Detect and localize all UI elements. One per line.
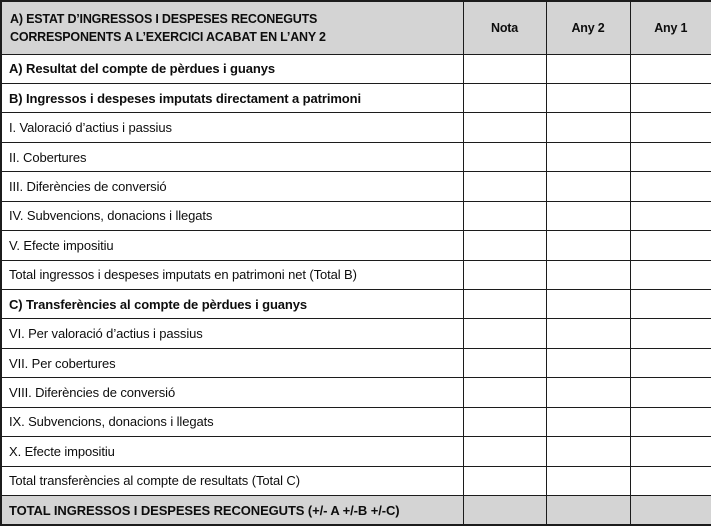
- any1-cell: [630, 113, 711, 142]
- any2-cell: [546, 437, 630, 466]
- table-row: [1, 319, 711, 348]
- any1-cell: [630, 437, 711, 466]
- table-row: [1, 348, 711, 377]
- row-label-cell: X. Efecte impositiu: [1, 437, 463, 466]
- table-row: [1, 496, 711, 525]
- any1-cell: [630, 466, 711, 495]
- row-label-cell: Total ingressos i despeses imputats en patrimoni net (Total B): [1, 260, 463, 289]
- row-label-cell: V. Efecte impositiu: [1, 231, 463, 260]
- any2-cell: [546, 54, 630, 83]
- row-label-cell: A) Resultat del compte de pèrdues i guanys: [1, 54, 463, 83]
- row-label-cell: VIII. Diferències de conversió: [1, 378, 463, 407]
- nota-cell: [463, 407, 546, 436]
- table-row: [1, 407, 711, 436]
- any1-cell: [630, 201, 711, 230]
- nota-cell: [463, 113, 546, 142]
- any1-cell: [630, 54, 711, 83]
- any1-cell: [630, 172, 711, 201]
- any1-cell: [630, 378, 711, 407]
- table-body: [1, 54, 711, 525]
- any2-cell: [546, 83, 630, 112]
- header-row: [1, 1, 711, 54]
- nota-cell: [463, 466, 546, 495]
- table-row: [1, 201, 711, 230]
- row-label-cell: TOTAL INGRESSOS I DESPESES RECONEGUTS (+/- A +/-B +/-C): [1, 496, 463, 525]
- any2-cell: [546, 496, 630, 525]
- nota-cell: [463, 231, 546, 260]
- row-label-cell: VI. Per valoració d’actius i passius: [1, 319, 463, 348]
- any2-cell: [546, 378, 630, 407]
- any2-cell: [546, 231, 630, 260]
- nota-cell: [463, 496, 546, 525]
- table-row: [1, 437, 711, 466]
- nota-cell: [463, 83, 546, 112]
- row-label-cell: I. Valoració d’actius i passius: [1, 113, 463, 142]
- any2-cell: [546, 466, 630, 495]
- nota-cell: [463, 437, 546, 466]
- table-title: [1, 1, 463, 54]
- row-label-cell: IX. Subvencions, donacions i llegats: [1, 407, 463, 436]
- any1-cell: [630, 348, 711, 377]
- nota-cell: [463, 290, 546, 319]
- any1-cell: [630, 319, 711, 348]
- nota-cell: [463, 319, 546, 348]
- any2-cell: [546, 260, 630, 289]
- any2-cell: [546, 201, 630, 230]
- nota-cell: [463, 378, 546, 407]
- any1-cell: [630, 231, 711, 260]
- any2-cell: [546, 113, 630, 142]
- row-label-cell: IV. Subvencions, donacions i llegats: [1, 201, 463, 230]
- any1-cell: [630, 260, 711, 289]
- column-header-any1: Any 1: [630, 1, 711, 54]
- table-row: [1, 378, 711, 407]
- table-row: [1, 172, 711, 201]
- nota-cell: [463, 201, 546, 230]
- any2-cell: [546, 172, 630, 201]
- column-header-any2: Any 2: [546, 1, 630, 54]
- any1-cell: [630, 407, 711, 436]
- table-row: [1, 142, 711, 171]
- table-row: [1, 83, 711, 112]
- table-title-line2: CORRESPONENTS A L’EXERCICI ACABAT EN L’ANY 2: [10, 29, 326, 44]
- nota-cell: [463, 260, 546, 289]
- table-title-line1: A) ESTAT D’INGRESSOS I DESPESES RECONEGUTS: [10, 11, 318, 26]
- any2-cell: [546, 407, 630, 436]
- any2-cell: [546, 348, 630, 377]
- nota-cell: [463, 142, 546, 171]
- table-row: [1, 231, 711, 260]
- row-label-cell: VII. Per cobertures: [1, 348, 463, 377]
- nota-cell: [463, 172, 546, 201]
- table-row: [1, 466, 711, 495]
- any1-cell: [630, 142, 711, 171]
- table-row: [1, 260, 711, 289]
- table-row: [1, 54, 711, 83]
- row-label-cell: C) Transferències al compte de pèrdues i guanys: [1, 290, 463, 319]
- any1-cell: [630, 83, 711, 112]
- table-header: [1, 1, 711, 54]
- any2-cell: [546, 290, 630, 319]
- table-row: [1, 113, 711, 142]
- nota-cell: [463, 54, 546, 83]
- any2-cell: [546, 142, 630, 171]
- row-label-cell: B) Ingressos i despeses imputats directament a patrimoni: [1, 83, 463, 112]
- row-label-cell: II. Cobertures: [1, 142, 463, 171]
- table-row: [1, 290, 711, 319]
- any1-cell: [630, 290, 711, 319]
- column-header-nota: Nota: [463, 1, 546, 54]
- row-label-cell: III. Diferències de conversió: [1, 172, 463, 201]
- nota-cell: [463, 348, 546, 377]
- any2-cell: [546, 319, 630, 348]
- row-label-cell: Total transferències al compte de resultats (Total C): [1, 466, 463, 495]
- any1-cell: [630, 496, 711, 525]
